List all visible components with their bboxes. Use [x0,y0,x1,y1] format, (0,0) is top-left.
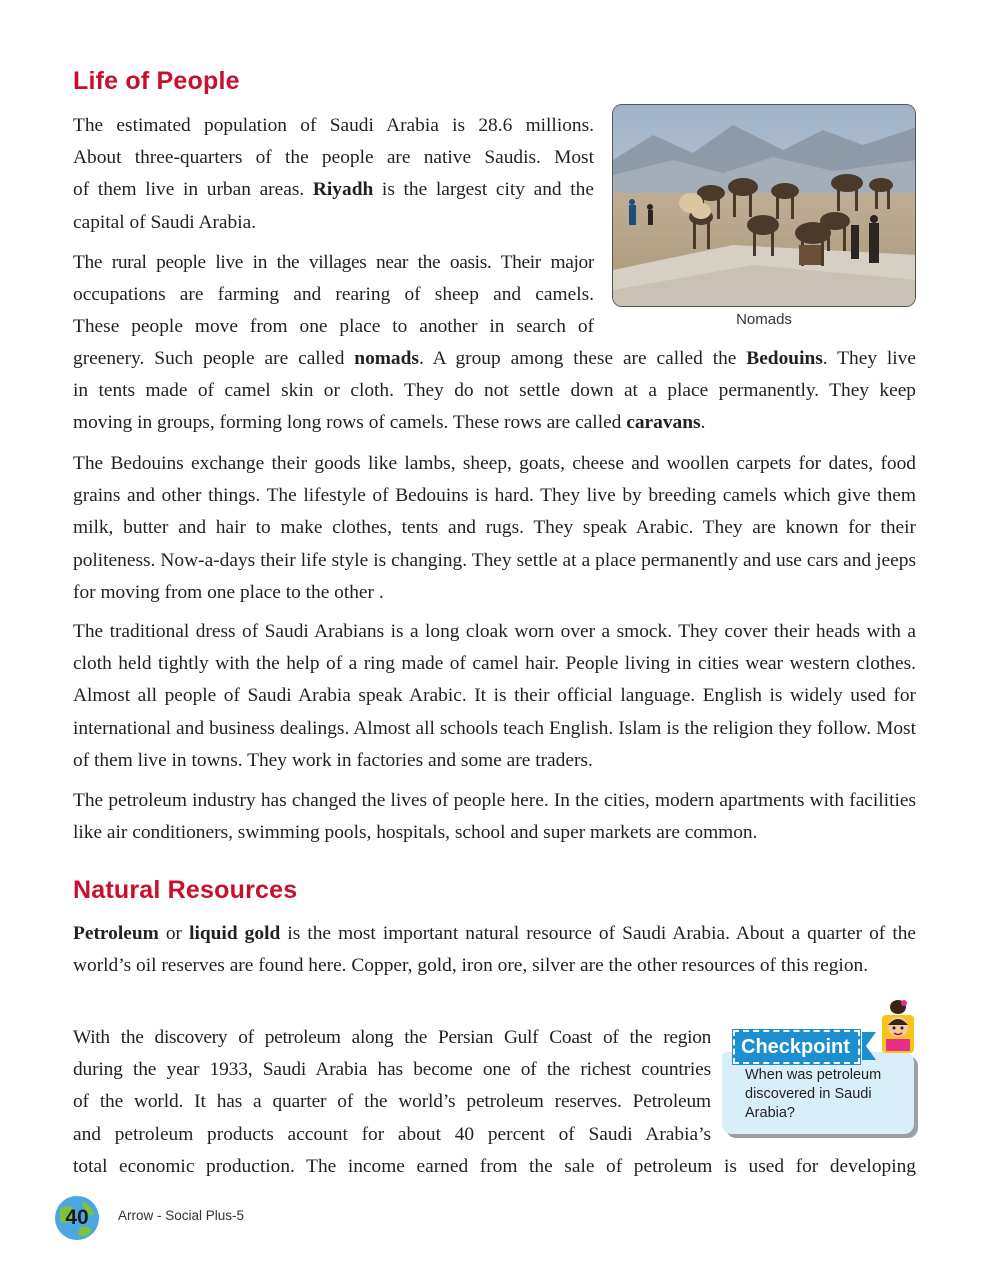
keyword-riyadh: Riyadh [312,179,374,201]
paragraph-population [73,110,594,239]
text-line: and petroleum products account for about 40 percent of Saudi Arabia’s [73,1123,711,1145]
book-title: Arrow - Social Plus-5 [118,1208,245,1223]
text-line: With the discovery of petroleum along the Persian Gulf Coast of the region [73,1027,711,1048]
paragraph-bedouin-lifestyle: The Bedouins exchange their goods like lambs, sheep, goats, cheese and woollen carpets for dates, food grains and other things. The lifestyle of Bedouins is hard. They live by breeding camels which give them milk, butter and hair to make clothes, tents and rugs. They speak Arabic. They are known for their politeness. Now-a-days their life style is changing. They settle at a place permanently and use cars and jeeps for moving from one place to the other . [73,453,916,603]
checkpoint-arrow-icon [862,1032,876,1060]
section-heading-natural-resources: Natural Resources [73,876,298,904]
paragraph-petroleum-industry: The petroleum industry has changed the lives of people here. In the cities, modern apartments with facilities like air conditioners, swimming pools, hospitals, school and super markets are common. [73,790,916,844]
paragraph-petroleum: Petroleum or liquid gold is the most important natural resource of Saudi Arabia. About a quarter of the world’s oil reserves are found here. Copper, gold, iron ore, silver are the other resources of this region. [73,923,917,977]
text-line: These people move from one place to another in search of [73,316,594,338]
photo-caption: Nomads [736,311,792,328]
text-line: total economic production. The income earned from the sale of petroleum is used for developing [73,1156,916,1177]
nomads-photo [612,104,916,307]
text-line: capital of Saudi Arabia. [73,211,257,233]
text-line: occupations are farming and rearing of sheep and camels. [73,284,594,306]
text-line: greenery. Such people are called nomads. A group among these are called the Bedouins. They live [73,348,916,369]
text-line: The rural people live in the villages near the oasis. Their major [73,252,594,273]
paragraph-nomads-bedouins [73,343,916,440]
checkpoint-question: When was petroleum discovered in Saudi Arabia? [745,1067,882,1121]
girl-mascot-icon [876,995,920,1057]
text-line: of them live in urban areas. Riyadh is the largest city and the [73,179,594,201]
text-line: About three-quarters of the people are native Saudis. Most [73,147,594,169]
text-line: in tents made of camel skin or cloth. They do not settle down at a place permanently. They keep [73,380,916,402]
paragraph-petroleum-discovery [73,1022,711,1151]
nomads-illustration [613,105,916,307]
keyword-bedouins: Bedouins [746,348,823,369]
text-line: during the year 1933, Saudi Arabia has become one of the richest countries [73,1059,711,1081]
keyword-liquid-gold: liquid gold [189,923,281,944]
text-line: The estimated population of Saudi Arabia is 28.6 millions. [73,115,594,136]
page-number: 40 [65,1206,89,1229]
checkpoint-title: Checkpoint [733,1030,860,1064]
paragraph-traditional-dress: The traditional dress of Saudi Arabians is a long cloak worn over a smock. They cover their heads with a cloth held tightly with the help of a ring made of camel hair. People living in cities wear western clothes. Almost all people of Saudi Arabia speak Arabic. It is their official language. English is widely used for international and business dealings. Almost all schools teach English. Islam is the religion they follow. Most of them live in towns. They work in factories and some are traders. [73,621,916,771]
paragraph-petroleum-income [73,1151,916,1183]
keyword-nomads: nomads [354,348,419,369]
paragraph-rural-people [73,247,594,344]
text-line: of the world. It has a quarter of the world’s petroleum reserves. Petroleum [73,1091,711,1113]
keyword-petroleum: Petroleum [73,923,159,944]
section-heading-life-of-people: Life of People [73,67,240,95]
keyword-caravans: caravans [626,412,701,434]
text-line: moving in groups, forming long rows of camels. These rows are called caravans. [73,412,706,434]
